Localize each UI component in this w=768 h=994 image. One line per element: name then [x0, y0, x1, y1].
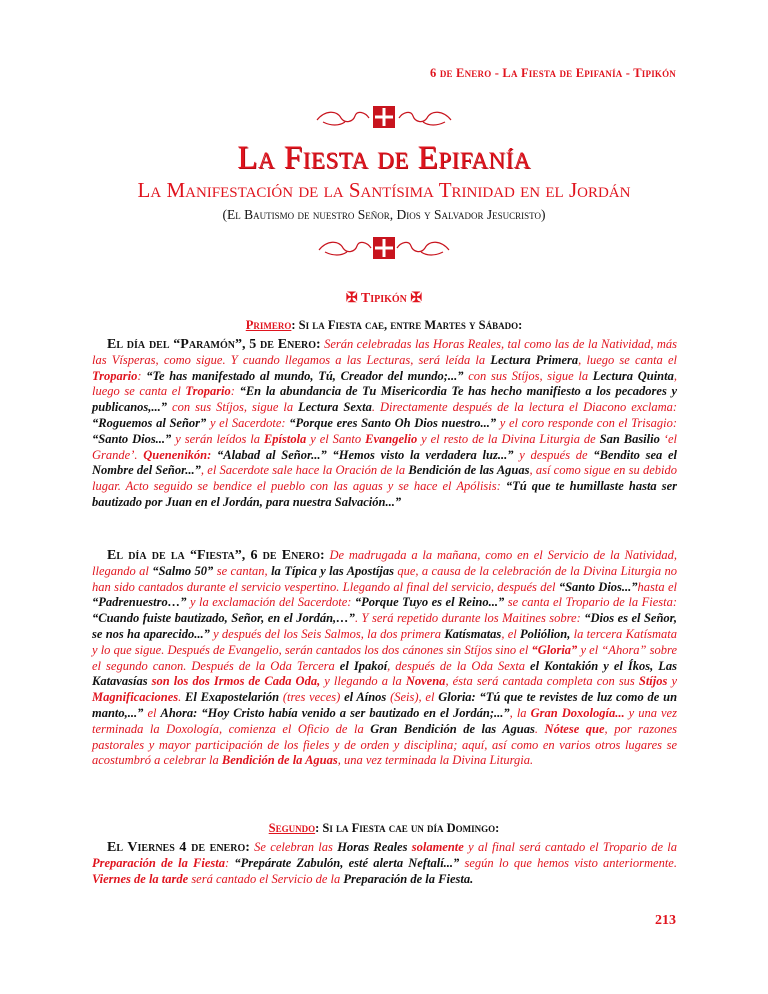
- text-run: , ésta será cantada completa con sus: [445, 674, 639, 689]
- text-run: “Padrenuestro…”: [92, 595, 187, 610]
- text-run: Lectura Quinta: [592, 368, 674, 383]
- text-run: “Porque Tuyo es el Reino...”: [354, 595, 505, 610]
- text-run: y serán leídos la: [171, 431, 264, 446]
- text-run: , el Sacerdote sale hace la Oración de la: [200, 463, 409, 478]
- text-run: y el “Ahora” sobre el segundo canon. Después de la Oda Tercera: [92, 642, 677, 673]
- running-header: 6 de Enero - La Fiesta de Epifanía - Tipikón: [430, 66, 676, 80]
- text-run: y llegando a la: [320, 674, 406, 689]
- text-run: que, a causa de la celebración de la Divina Liturgia no han sido cantados durante el servicio vespertino. Llegando al final del servicio, después del: [92, 563, 677, 594]
- text-run: “Te has manifestado al mundo, Tú, Creador del mundo;...”: [146, 368, 464, 383]
- text-run: Gloria: “Tú que te revistes de luz como de un manto,...”: [92, 690, 678, 720]
- text-run: y después del los Seis Salmos, la dos primera: [209, 626, 445, 641]
- text-run: (tres veces): [279, 690, 345, 705]
- text-run: y al final será cantado el Tropario de la: [463, 840, 678, 854]
- first-heading-text: : Si la Fiesta cae, entre Martes y Sábado:: [291, 318, 523, 332]
- text-run: :: [224, 855, 235, 870]
- text-run: será cantado el Servicio de la: [188, 871, 344, 886]
- text-run: Tropario: [185, 384, 231, 399]
- text-run: hasta el: [637, 579, 677, 594]
- text-run: Bendición de la Aguas: [221, 753, 338, 768]
- text-run: “Cuando fuiste bautizado, Señor, en el Jordán,…”: [92, 611, 355, 626]
- first-label: Primero: [245, 318, 292, 332]
- middle-ornament: [0, 236, 768, 260]
- text-run: “Alabad al Señor...” “Hemos visto la verdadera luz...”: [217, 447, 514, 462]
- text-run: Preparación de la Fiesta.: [343, 871, 474, 886]
- text-run: .: [534, 721, 545, 736]
- text-run: .: [178, 690, 186, 705]
- text-run: , así como sigue en su debido lugar. Acto seguido se bendice el pueblo con las aguas y se hace el Apólisis:: [92, 463, 678, 494]
- viernes-lead: El Viernes 4 de enero:: [107, 840, 250, 855]
- text-run: Epístola: [263, 431, 307, 446]
- text-run: Bendición de las Aguas: [408, 463, 530, 478]
- paragraph-fiesta: [92, 548, 677, 769]
- text-run: “Salmo 50”: [152, 563, 214, 578]
- text-run: Novena: [405, 674, 446, 689]
- text-run: Serán celebradas las Horas Reales, tal como las de la Natividad, más las Vísperas, como sigue. Y cuando llegamos a las Lecturas, será leída la: [92, 337, 678, 367]
- paragraph-viernes: [92, 840, 677, 887]
- text-run: Lectura Primera: [490, 352, 579, 367]
- text-run: Preparación de la Fiesta: [92, 855, 225, 870]
- top-ornament: [0, 104, 768, 130]
- text-run: son los dos Irmos de Cada Oda,: [151, 674, 321, 689]
- text-run: Magnificaciones: [92, 690, 179, 705]
- text-run: , una vez terminada la Divina Liturgia.: [337, 753, 534, 768]
- text-run: “Santo Dios...”: [558, 579, 638, 594]
- text-run: y una vez terminada la Doxología, comienza el Oficio de la: [92, 705, 677, 736]
- text-run: , luego se canta el: [578, 352, 678, 367]
- text-run: :: [137, 368, 147, 383]
- text-run: Viernes de la tarde: [92, 871, 189, 886]
- paragraph-paramon: [92, 337, 677, 511]
- text-run: “Tú que te humillaste hasta ser bautizado por Juan en el Jordán, para nuestra Salvación...”: [92, 479, 677, 509]
- section-heading: ✠ Tipikón ✠: [345, 291, 423, 306]
- text-run: Katísmatas: [444, 626, 502, 641]
- text-run: Horas Reales: [337, 840, 408, 854]
- second-label: Segundo: [268, 821, 316, 835]
- text-run: San Basilio: [599, 431, 660, 446]
- text-run: el Aínos: [344, 690, 387, 705]
- text-run: , la: [509, 705, 531, 720]
- text-run: :: [230, 384, 240, 399]
- text-run: Lectura Sexta: [298, 400, 372, 415]
- text-run: la Típica y las Apostíjas: [271, 563, 394, 578]
- text-run: y: [667, 674, 677, 689]
- text-run: Se celebran las: [249, 840, 338, 854]
- text-run: Stíjos: [638, 674, 668, 689]
- text-run: Nótese que: [544, 721, 605, 736]
- text-run: . Y será repetido durante los Maitines sobre:: [354, 611, 585, 626]
- text-run: Ahora: “Hoy Cristo había venido a ser bautizado en el Jordán;...”: [160, 705, 510, 720]
- text-run: “Bendito sea el Nombre del Señor...”: [92, 447, 678, 478]
- text-run: la tercera Katísmata y lo que sigue. Después de Evangelio, serán cantados los dos cánones sin Stíjos sino el: [92, 626, 677, 657]
- text-run: Tropario: [92, 368, 138, 383]
- text-run: y el coro responde con el Trisagio:: [496, 415, 678, 430]
- text-run: con sus Stíjos, sigue la: [463, 368, 593, 383]
- text-run: “Porque eres Santo Oh Dios nuestro...”: [289, 415, 497, 430]
- fiesta-lead: El día de la “Fiesta”, 6 de Enero:: [107, 548, 325, 563]
- text-run: El Exapostelarión: [185, 690, 280, 705]
- text-run: , el: [501, 626, 521, 641]
- page-parenthetical: (El Bautismo de nuestro Señor, Dios y Salvador Jesucristo): [222, 207, 546, 222]
- text-run: el: [143, 705, 161, 720]
- text-run: Poliólion,: [520, 626, 571, 641]
- paramon-lead: El día del “Paramón”, 5 de Enero:: [107, 337, 321, 352]
- text-run: (Seis), el: [386, 690, 439, 705]
- text-run: se cantan,: [213, 563, 272, 578]
- text-run: y el Santo: [306, 431, 366, 446]
- text-run: , por razones pastorales y mayor participación de los fieles y de orden y disciplina; aquí, así como en varios otros lugares se acostumbró a celebrar la: [92, 721, 677, 768]
- text-run: se canta el Tropario de la Fiesta:: [504, 595, 677, 610]
- second-case-heading: [0, 821, 768, 836]
- text-run: “En la abundancia de Tu Misericordia Te has hecho manifiesto a los pecadores y publicanos,...”: [92, 384, 677, 415]
- text-run: y el resto de la Divina Liturgia de: [417, 431, 600, 446]
- page-number: 213: [655, 913, 676, 928]
- text-run: “Santo Dios...”: [92, 431, 172, 446]
- text-run: “Dios es el Señor, se nos ha aparecido...”: [92, 611, 677, 641]
- text-run: y la exclamación del Sacerdote:: [186, 595, 355, 610]
- text-run: , después de la Oda Sexta: [387, 658, 531, 673]
- text-run: el Kontakión y el Íkos, Las Katavasías: [92, 658, 677, 689]
- text-run: “Prepárate Zabulón, esté alerta Neftalí...”: [234, 855, 460, 870]
- page-subtitle: La Manifestación de la Santísima Trinidad en el Jordán: [137, 178, 631, 202]
- text-run: “Roguemos al Señor”: [92, 415, 207, 430]
- text-run: Gran Doxología...: [530, 705, 625, 720]
- page-title: La Fiesta de Epifanía: [237, 140, 531, 176]
- first-case-heading: [0, 318, 768, 333]
- text-run: “Gloria”: [531, 642, 578, 657]
- text-run: De madrugada a la mañana, como en el Servicio de la Natividad, llegando al: [92, 548, 677, 578]
- text-run: Gran Bendición de las Aguas: [370, 721, 535, 736]
- text-run: el Ipakoí: [339, 658, 388, 673]
- text-run: solamente: [411, 840, 464, 854]
- text-run: , luego se canta el: [92, 368, 677, 399]
- text-run: y el Sacerdote:: [206, 415, 290, 430]
- text-run: ‘el Grande’.: [92, 431, 677, 462]
- second-heading-text: : Si la Fiesta cae un día Domingo:: [315, 821, 500, 835]
- text-run: según lo que hemos visto anteriormente.: [459, 855, 677, 870]
- text-run: con sus Stíjos, sigue la: [167, 400, 299, 415]
- text-run: . Directamente después de la lectura el Diacono exclama:: [371, 400, 678, 415]
- text-run: Quenenikón:: [143, 447, 212, 462]
- text-run: Evangelio: [365, 431, 418, 446]
- text-run: y después de: [513, 447, 594, 462]
